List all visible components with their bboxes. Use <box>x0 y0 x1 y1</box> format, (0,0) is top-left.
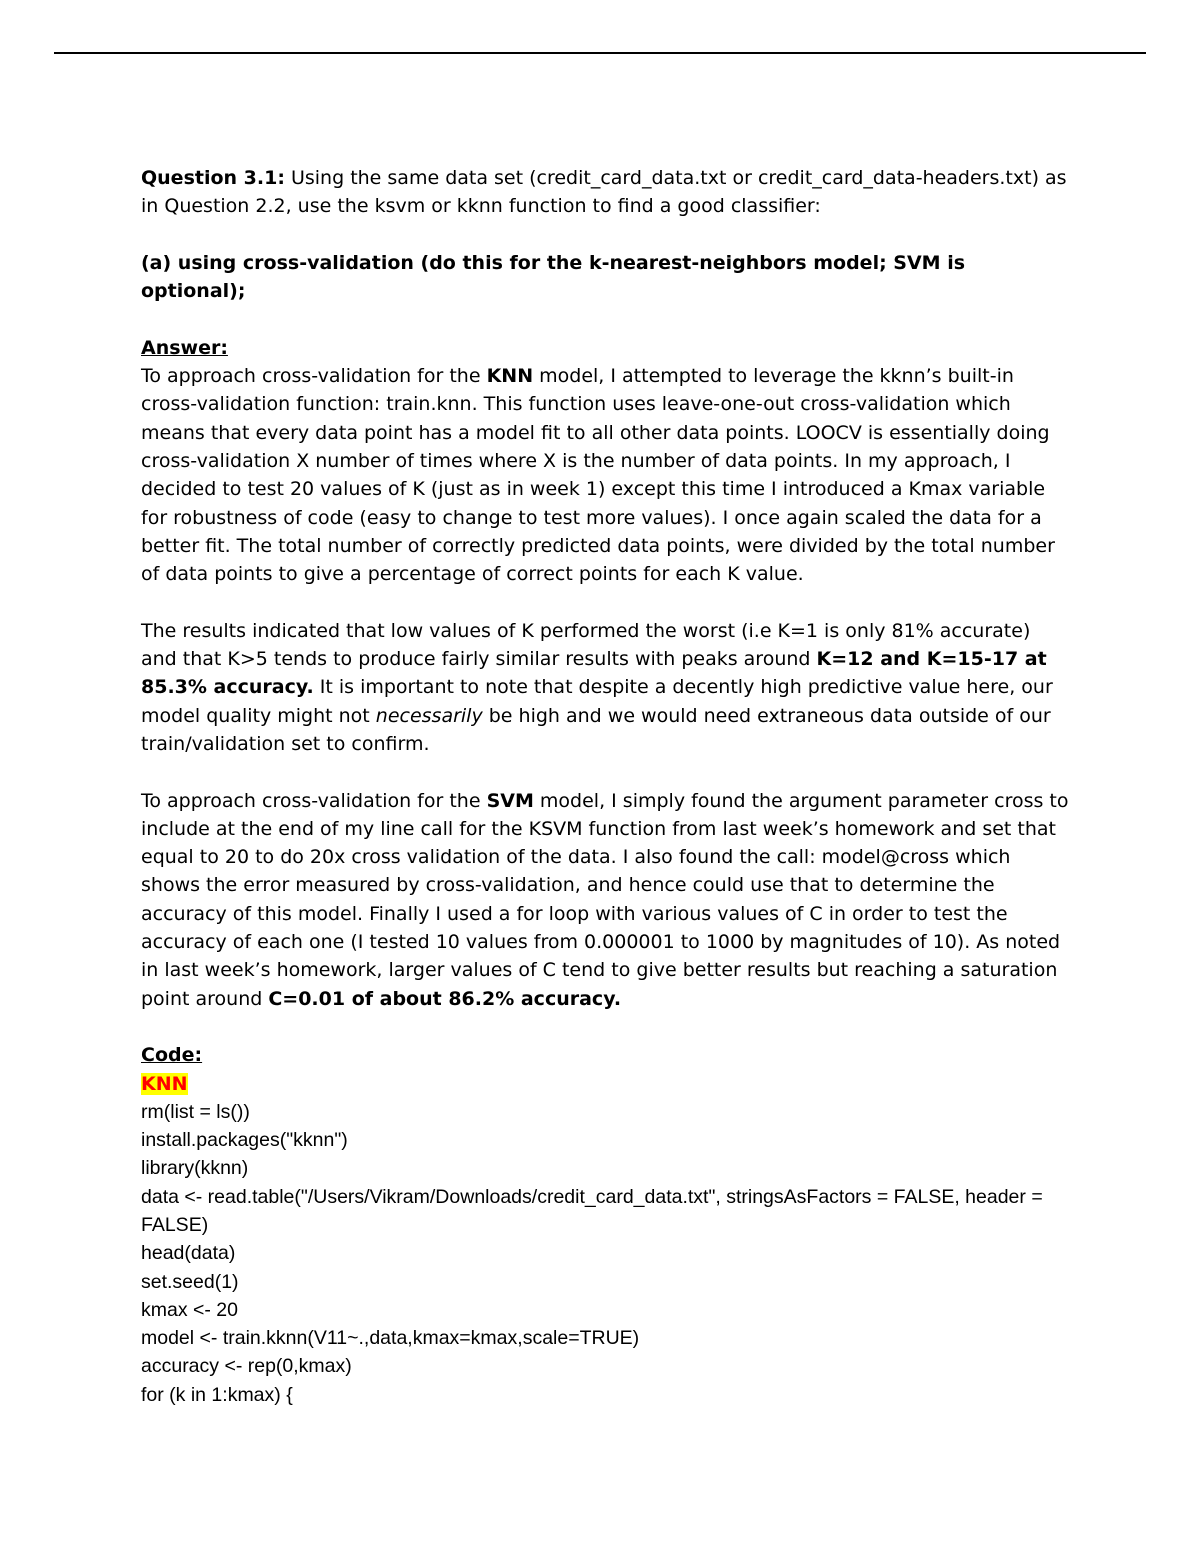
code-block <box>141 1098 1071 1409</box>
code-line: library(kknn) <box>141 1157 249 1180</box>
text-run: To approach cross-validation for the <box>141 365 487 388</box>
bold-run: K=12 and K=15-17 at 85.3% accuracy. <box>141 648 1047 699</box>
answer-paragraph-svm <box>141 787 1071 1013</box>
question-text: Using the same data set (credit_card_data.txt or credit_card_data-headers.txt) as in Question 2.2, use the ksvm or kknn function to find a good classifier: <box>141 167 1067 218</box>
text-run: be high and we would need extraneous data outside of our train/validation set to confirm. <box>141 704 1051 755</box>
code-line: model <- train.kknn(V11~.,data,kmax=kmax,scale=TRUE) <box>141 1327 640 1350</box>
code-line: for (k in 1:kmax) { <box>141 1383 293 1406</box>
bold-run: SVM <box>486 789 534 812</box>
question-label: Question 3.1: <box>141 167 285 189</box>
text-run: To approach cross-validation for the <box>141 789 487 812</box>
answer-paragraph-knn <box>141 362 1071 588</box>
code-line: head(data) <box>141 1242 236 1265</box>
code-line: kmax <- 20 <box>141 1298 238 1321</box>
top-rule <box>54 52 1146 54</box>
document-body <box>141 164 1071 1409</box>
code-line: accuracy <- rep(0,kmax) <box>141 1355 352 1378</box>
knn-highlight-label: KNN <box>141 1072 188 1095</box>
bold-run: KNN <box>486 365 534 388</box>
text-run: It is important to note that despite a decently high predictive value here, our model quality might not <box>141 676 1053 727</box>
italic-run: necessarily <box>375 704 483 727</box>
bold-run: C=0.01 of about 86.2% accuracy. <box>268 987 622 1010</box>
part-a-heading <box>141 249 1071 306</box>
code-line: install.packages("kknn") <box>141 1129 348 1152</box>
code-label-line <box>141 1070 1071 1098</box>
code-line: rm(list = ls()) <box>141 1100 250 1123</box>
question-paragraph <box>141 164 1071 221</box>
text-run: The results indicated that low values of K performed the worst (i.e K=1 is only 81% accurate) and that K>5 tends to produce fairly similar results with peaks around <box>141 619 1031 671</box>
text-run: model, I attempted to leverage the kknn’s built-in cross-validation function: train.knn. This function uses leave-one-out cross-validation which means that every data point has a model fit to all other data points. LOOCV is essentially doing cross-validation X number of times where X is the number of data points. In my approach, I decided to test 20 values of K (just as in week 1) except this time I introduced a Kmax variable for robustness of code (easy to change to test more values). I once again scaled the data for a better fit. The total number of correctly predicted data points, were divided by the total number of data points to give a percentage of correct points for each K value. <box>141 365 1055 586</box>
text-run: model, I simply found the argument parameter cross to include at the end of my line call for the KSVM function from last week’s homework and set that equal to 20 to do 20x cross validation of the data. I also found the call: model@cross which shows the error measured by cross-validation, and hence could use that to determine the accuracy of this model. Finally I used a for loop with various values of C in order to test the accuracy of each one (I tested 10 values from 0.000001 to 1000 by magnitudes of 10). As noted in last week’s homework, larger values of C tend to give better results but reaching a saturation point around <box>141 789 1069 1010</box>
answer-paragraph-results <box>141 617 1071 758</box>
code-line: set.seed(1) <box>141 1270 239 1293</box>
part-a-text: (a) using cross-validation (do this for the k-nearest-neighbors model; SVM is optional); <box>141 251 966 303</box>
code-line: data <- read.table("/Users/Vikram/Downloads/credit_card_data.txt", stringsAsFactors = FALSE, header = FALSE) <box>141 1185 1043 1236</box>
code-heading: Code: <box>141 1044 203 1067</box>
answer-heading: Answer: <box>141 336 228 359</box>
